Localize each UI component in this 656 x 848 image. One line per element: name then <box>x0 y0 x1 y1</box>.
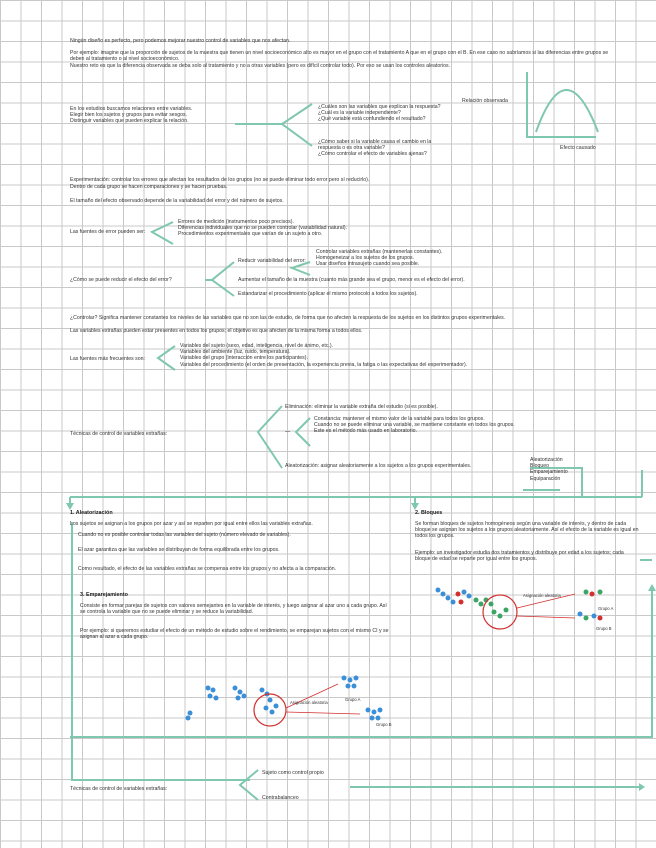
blocks-group-a: Grupo A <box>598 606 614 611</box>
fuentes2-label: Las fuentes más frecuentes son: <box>70 356 145 362</box>
right-box-item: Bloqueo <box>530 463 550 470</box>
variabilidad-item: Usar diseños intrasujeto cuando sea posible. <box>316 261 420 268</box>
error-intro-2: Dentro de cada grupo se hacen comparaciones y se hacen pruebas. <box>70 184 228 190</box>
bottom-item: Contrabalanceo <box>262 795 299 801</box>
fuentes-item: Procedimientos experimentales que varían de un sujeto a otro. <box>178 231 323 238</box>
controlar-paragraph-2: Las variables extrañas pueden estar presentes en todos los grupos; el objetivo es que afecten de la misma forma a todos ellos. <box>70 328 363 334</box>
matching-group-a: Grupo A <box>345 697 361 702</box>
tecnica-eliminacion: Eliminación: eliminar la variable extraña del estudio (si es posible). <box>285 404 438 410</box>
variabilidad-item: Homogeneizar a los sujetos de los grupos. <box>316 255 415 262</box>
error-observation: El tamaño del efecto observado depende de la variabilidad del error y del número de sujetos. <box>70 198 284 204</box>
variables-question2-line: ¿Cómo controlar el efecto de variables ajenas? <box>318 151 427 158</box>
col-left-list-item: Como resultado, el efecto de las variables extrañas se compensa entre los grupos y no afecta a la comparación. <box>78 566 337 572</box>
col-left-heading-2: 3. Emparejamiento <box>80 592 128 598</box>
constancia-sub-item: Este es el método más usado en laboratorio. <box>314 428 417 435</box>
fuentes2-item: Variables del procedimiento (el orden de presentación, la experiencia previa, la fatiga o las expectativas del experimentador). <box>180 361 468 368</box>
fuentes2-list <box>180 343 480 368</box>
right-box-item: Equiparación <box>530 475 561 482</box>
fuentes-list <box>178 219 478 238</box>
tecnica-aleatorizacion: Aleatorización: asignar aleatoriamente a los sujetos a los grupos experimentales. <box>285 463 472 469</box>
col-right-paragraph-1: Se forman bloques de sujetos homogéneos según una variable de interés, y dentro de cada bloque se asignan los sujetos a los grupos aleatoriamente. Así el efecto de la variable es igual en todos los grupos. <box>415 521 639 540</box>
col-right-paragraph-2: Ejemplo: un investigador estudia dos tratamientos y distribuye por edad a los sujetos; cada bloque de edad se reparte por igual entre los grupos. <box>415 550 624 563</box>
col-left-paragraph-1: Los sujetos se asignan a los grupos por azar y así se reparten por igual entre ellos las variables extrañas. <box>70 521 313 527</box>
col-left-list-item: Cuando no es posible controlar todas las variables del sujeto (número elevado de variables). <box>78 532 291 538</box>
blocks-figure-label: Asignación aleatoria <box>523 593 561 598</box>
constancia-sub-item: Cuando no se puede eliminar una variable, se mantiene constante en todos los grupos. <box>314 422 515 429</box>
col-left-list-item: El azar garantiza que las variables se distribuyan de forma equilibrada entre los grupos. <box>78 547 280 553</box>
bottom-item: Sujeto como control propio <box>262 770 324 776</box>
matching-figure-label: Asignación aleatoria <box>290 700 328 705</box>
fuentes2-item: Variables del ambiente (luz, ruido, temperatura). <box>180 349 291 356</box>
variabilidad-list <box>316 249 596 268</box>
variabilidad-label: Reducir variabilidad del error: <box>238 258 306 264</box>
intro-paragraph-1: Ningún diseño es perfecto, pero podemos mejorar nuestro control de variables que nos afectan. <box>70 38 291 44</box>
variables-left-line: En los estudios buscamos relaciones entre variables. <box>70 106 193 112</box>
reducir-item: Aumentar el tamaño de la muestra (cuanto más grande sea el grupo, menor es el efecto del error). <box>238 277 465 283</box>
fuentes-item: Errores de medición (instrumentos poco precisos). <box>178 219 294 225</box>
fuentes2-item: Variables del grupo (interacción entre los participantes). <box>180 355 308 362</box>
tecnica-constancia-label: — <box>285 429 291 435</box>
intro-paragraph-3: Nuestro reto es que la diferencia observada se deba solo al tratamiento y no a otras variables (pero es difícil controlar todo). Por eso se usan los controles aleatorios. <box>70 63 451 69</box>
fuentes2-item: Variables del sujeto (sexo, edad, inteligencia, nivel de ánimo, etc.). <box>180 343 334 349</box>
reducir-question: ¿Cómo se puede reducir el efecto del error? <box>70 277 172 283</box>
fuentes-item: Diferencias individuales que no se pueden controlar (variabilidad natural). <box>178 225 347 232</box>
chart-label-bottom: Efecto causado <box>560 145 596 151</box>
chart-label-top: Relación observada <box>462 98 508 104</box>
variabilidad-item: Controlar variables extrañas (mantenerlas constantes). <box>316 249 443 255</box>
variables-left-line: Distinguir variables que pueden explicar la relación. <box>70 118 189 125</box>
right-box-item: Emparejamiento <box>530 469 568 476</box>
variables-left-notes <box>70 106 280 125</box>
controlar-paragraph-1: ¿Controlar? Significa mantener constantes los niveles de las variables que no son las de estudio, de forma que no afecten la respuesta de los sujetos en los distintos grupos experimentales. <box>70 315 506 321</box>
intro-paragraph-2: Por ejemplo: imagine que la proporción de sujetos de la muestra que tienen un nivel socioeconómico alto es mayor en el grupo con el tratamiento A que en el grupo con el B. En ese caso no sabríamos si las diferencias entre grupos se deben al tratamiento o al nivel socioeconómico. <box>70 50 609 63</box>
matching-group-b: Grupo B <box>376 722 392 727</box>
col-left-heading-1: 1. Aleatorización <box>70 510 113 516</box>
variables-question-line: ¿Qué variable está confundiendo el resultado? <box>318 116 426 123</box>
col-left-paragraph-3: Por ejemplo: si queremos estudiar el efecto de un método de estudio sobre el rendimiento, se emparejan sujetos con el mismo CI y se asignan al azar a cada grupo. <box>80 628 389 641</box>
right-box-item: Aleatorización <box>530 457 563 463</box>
col-right-heading-1: 2. Bloques <box>415 510 443 516</box>
tecnica-constancia: Constancia: mantener el mismo valor de la variable para todos los grupos. <box>314 416 485 422</box>
blocks-group-b: Grupo B <box>596 626 612 631</box>
reducir-item: Estandarizar el procedimiento (aplicar el mismo protocolo a todos los sujetos). <box>238 291 418 297</box>
tecnicas-right-box <box>530 457 610 482</box>
constancia-sub <box>314 416 614 435</box>
col-left-paragraph-2: Consiste en formar parejas de sujetos con valores semejantes en la variable de interés, y luego asignar al azar uno a cada grupo. Así se controla la variable que no se puede eliminar y se reduce la variabilidad. <box>80 603 387 616</box>
variables-question-line: ¿Cuál es la variable independiente? <box>318 110 401 117</box>
bottom-label: Técnicas de control de variables extrañas: <box>70 786 168 792</box>
tecnicas-label: Técnicas de control de variables extrañas: <box>70 431 168 437</box>
variables-question2-line: ¿Cómo saber si la variable causa el cambio en la respuesta o es otra variable? <box>318 139 432 152</box>
fuentes-label: Las fuentes de error pueden ser: <box>70 229 146 235</box>
variables-questions-2 <box>318 139 448 158</box>
variables-questions <box>318 104 448 123</box>
variables-question-line: ¿Cuáles son las variables que explican la respuesta? <box>318 104 441 110</box>
variables-left-line: Elegir bien los sujetos y grupos para evitar sesgos. <box>70 112 188 119</box>
error-intro-1: Experimentación: controlar los errores que afectan los resultados de los grupos (no se puede eliminar todo error pero sí reducirlo). <box>70 177 370 183</box>
